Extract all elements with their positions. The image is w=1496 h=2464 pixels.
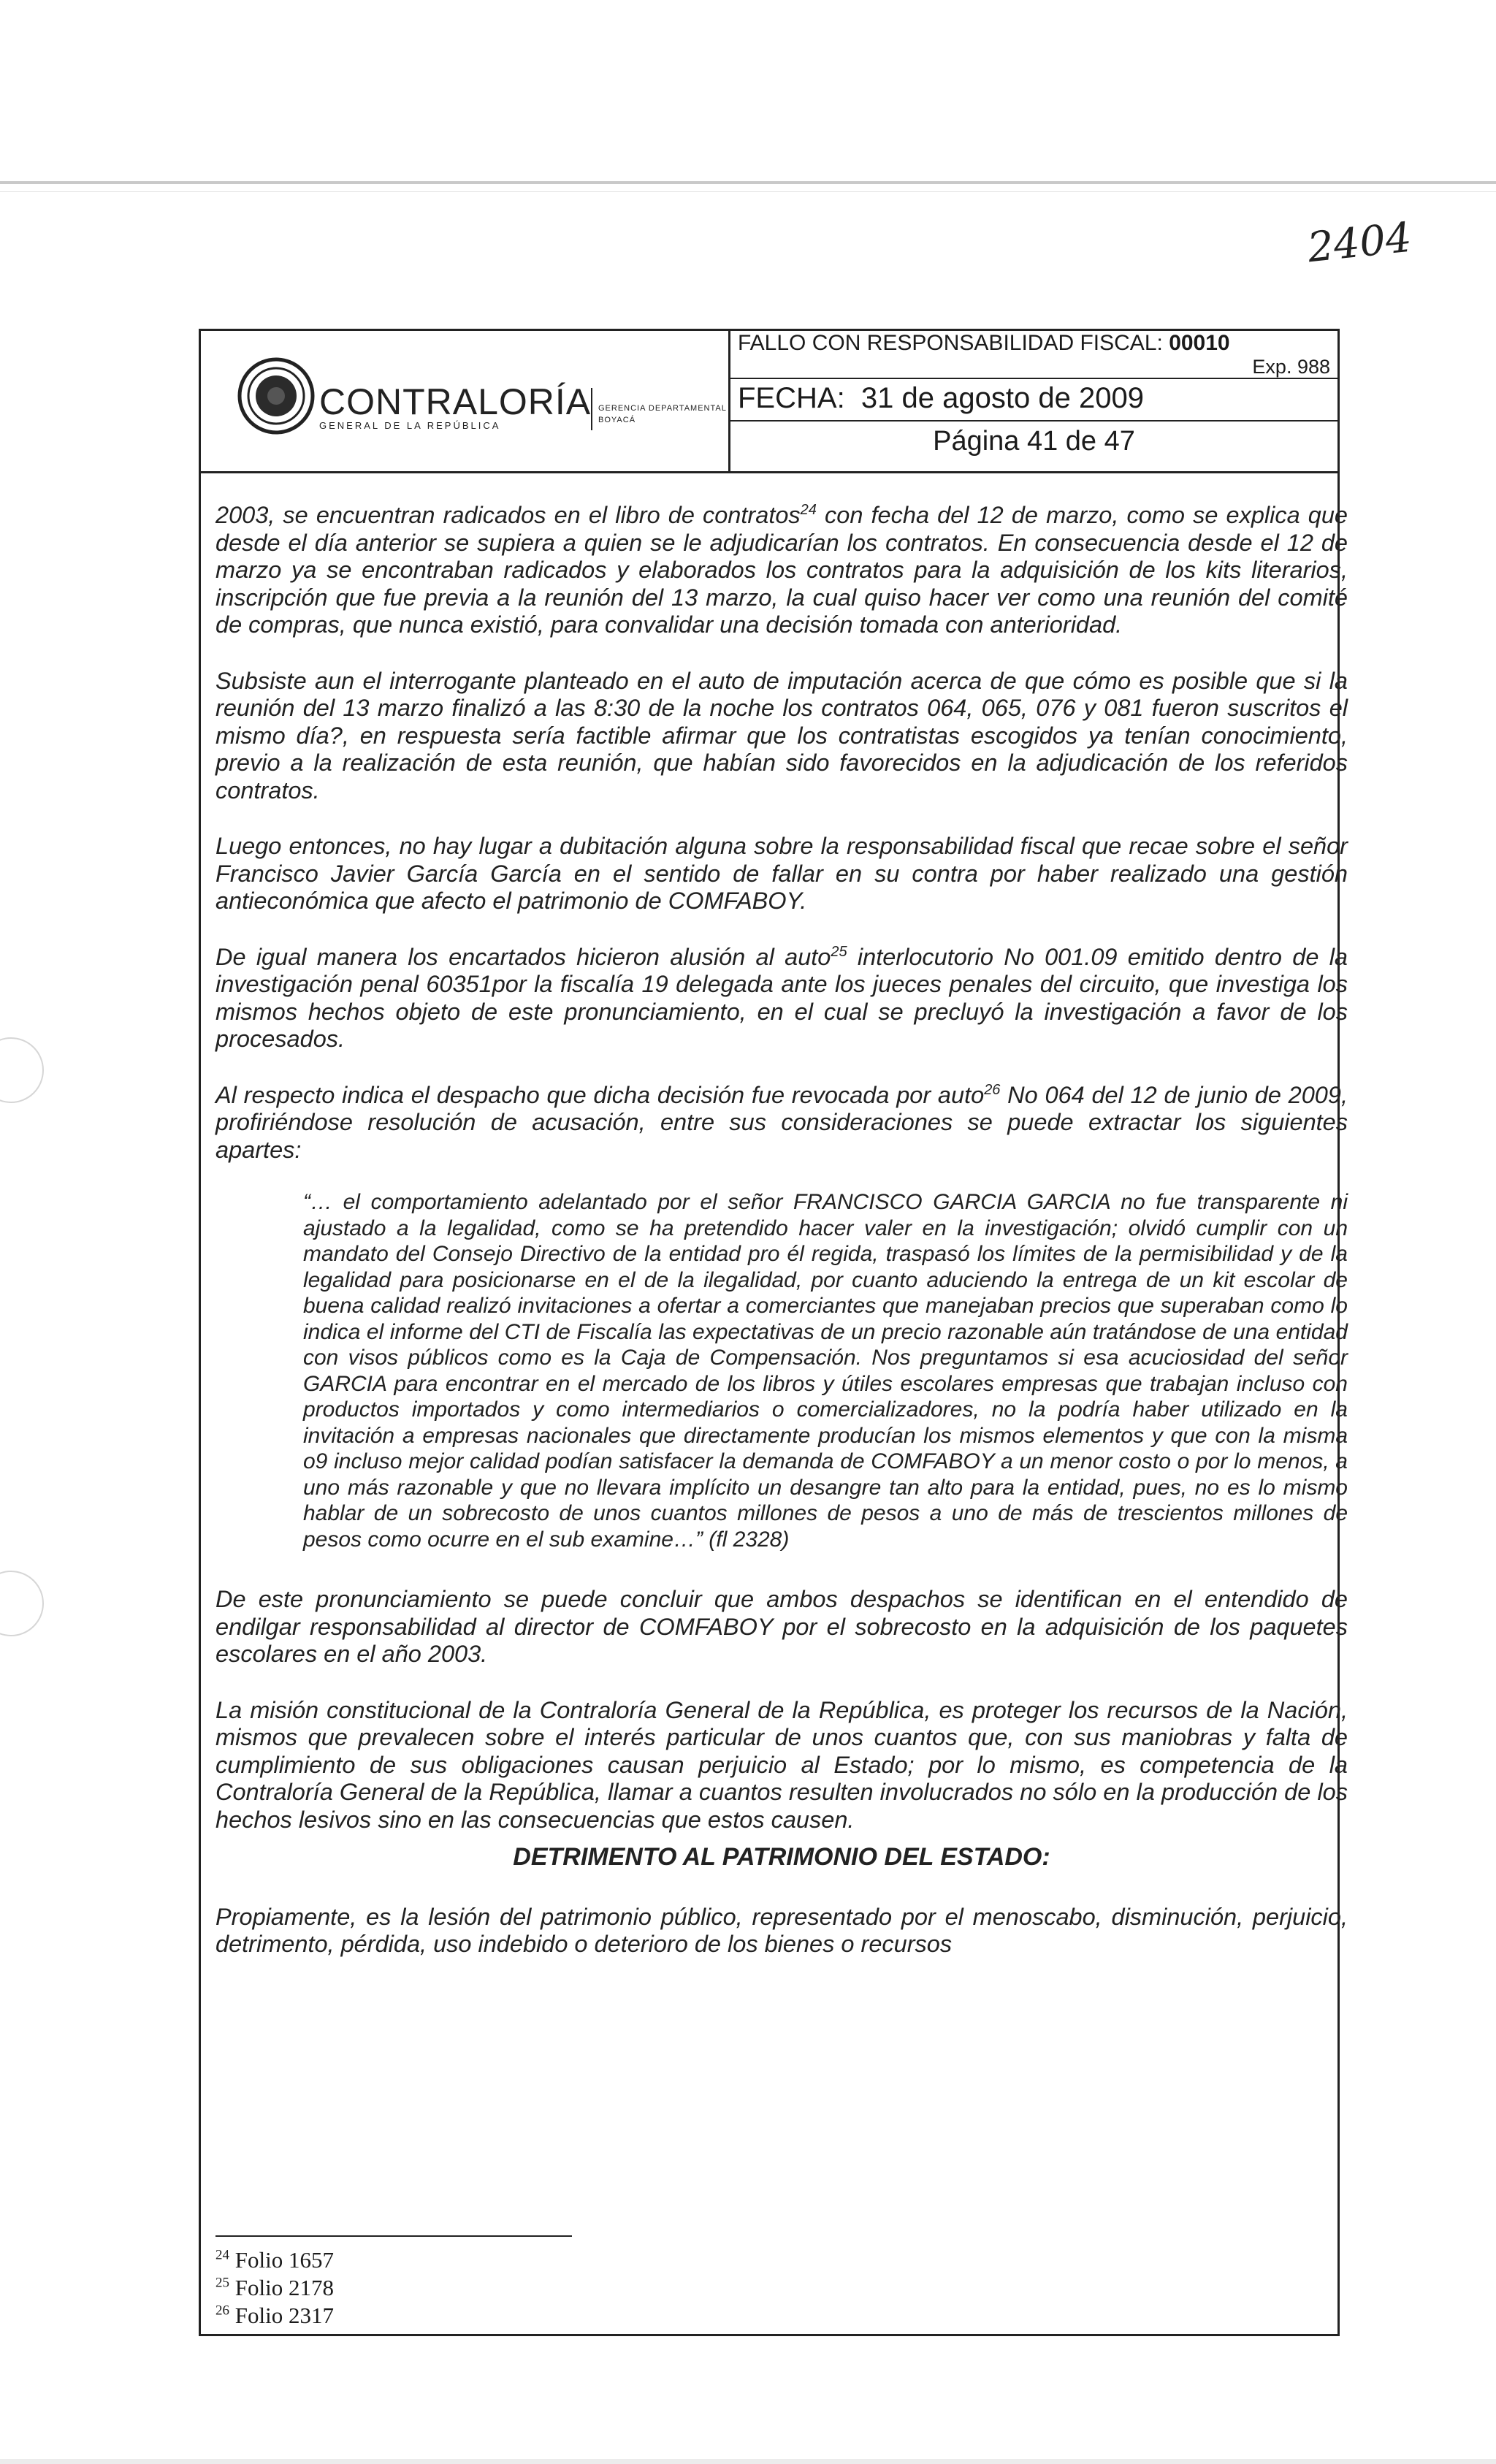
punch-hole-lower bbox=[0, 1571, 44, 1636]
paragraph-6: De este pronunciamiento se puede concluir que ambos despachos se identifican en el entendido de endilgar responsabilidad al director de COMFABOY por el sobrecosto en la adquisición de los paquetes escolares en el año 2003. bbox=[215, 1586, 1348, 1667]
p5-text-a: Al respecto indica el despacho que dicha decisión fue revocada por auto bbox=[215, 1081, 985, 1108]
footnote-number: 24 bbox=[215, 2247, 229, 2263]
scan-top-edge-line bbox=[0, 191, 1496, 192]
footnote-text: Folio 2178 bbox=[229, 2275, 334, 2300]
scan-top-edge bbox=[0, 181, 1496, 184]
paragraph-3: Luego entonces, no hay lugar a dubitación alguna sobre la responsabilidad fiscal que recae sobre el señor Francisco Javier García García en el sentido de fallar en su contra por haber realizado una gestión antieconómica que afecto el patrimonio de COMFABOY. bbox=[215, 833, 1348, 914]
dept-line-1: GERENCIA DEPARTAMENTAL bbox=[598, 404, 727, 413]
dept-line-2: BOYACÁ bbox=[598, 416, 636, 424]
org-subtitle: GENERAL DE LA REPÚBLICA bbox=[319, 420, 501, 431]
section-heading: DETRIMENTO AL PATRIMONIO DEL ESTADO: bbox=[513, 1843, 1050, 1871]
paragraph-7: La misión constitucional de la Contraloría General de la República, es proteger los recursos de la Nación, mismos que prevalecen sobre el interés particular de unos cuantos que, con sus maniobras y falta de cumplimiento de sus obligaciones causan perjuicio al Estado; por lo mismo, es competencia de la Contraloría General de la República, llamar a cuantos resulten involucrados no sólo en la producción de los hechos lesivos sino en las consecuencias que estos causen. bbox=[215, 1696, 1348, 1833]
p5-text-b: No 064 del 12 de junio de 2009, profiriéndose resolución de acusación, entre sus consideraciones se puede extractar los siguientes apartes: bbox=[215, 1081, 1348, 1163]
org-name: CONTRALORÍA bbox=[319, 381, 592, 422]
doc-type-label: FALLO CON RESPONSABILIDAD FISCAL: bbox=[738, 331, 1163, 355]
footnote-ref-26: 26 bbox=[984, 1081, 1001, 1098]
logo-divider bbox=[591, 388, 592, 430]
footnote-ref-24: 24 bbox=[800, 502, 817, 519]
footnote-ref-25: 25 bbox=[831, 943, 847, 960]
expediente: Exp. 988 bbox=[1252, 356, 1330, 378]
fecha-label: FECHA: bbox=[738, 382, 845, 414]
footnote-text: Folio 2317 bbox=[229, 2303, 334, 2328]
paragraph-4 bbox=[215, 944, 1348, 1053]
p4-text-b: interlocutorio No 001.09 emitido dentro de la investigación penal 60351por la fiscalía 19 delegada ante los jueces penales del circuito, que investiga los mismos hechos objeto de este pronunciamiento, en el cual se precluyó la investigación a favor de los procesados. bbox=[215, 943, 1348, 1052]
dept-name bbox=[598, 403, 727, 426]
footnotes bbox=[215, 2246, 334, 2330]
fecha-row bbox=[730, 379, 1337, 422]
footnote-text: Folio 1657 bbox=[229, 2247, 334, 2273]
doc-type-row bbox=[730, 331, 1337, 379]
fecha bbox=[738, 382, 1144, 415]
contraloria-emblem-icon bbox=[236, 356, 316, 436]
handwritten-folio-number: 2404 bbox=[1305, 213, 1414, 272]
paragraph-1 bbox=[215, 502, 1348, 639]
paragraph-2: Subsiste aun el interrogante planteado en el auto de imputación acerca de que cómo es posible que si la reunión del 13 marzo finalizó a las 8:30 de la noche los contratos 064, 065, 076 y 081 fueron suscritos el mismo día?, en respuesta sería factible afirmar que los contratistas escogidos ya tenían conocimiento, previo a la realización de esta reunión, que habían sido favorecidos en la adjudicación de los referidos contratos. bbox=[215, 667, 1348, 804]
footnote-number: 26 bbox=[215, 2303, 229, 2319]
document-body bbox=[215, 502, 1348, 1958]
doc-type bbox=[738, 331, 1230, 356]
footnote-number: 25 bbox=[215, 2275, 229, 2291]
p4-text-a: De igual manera los encartados hicieron alusión al auto bbox=[215, 943, 831, 970]
fecha-value: 31 de agosto de 2009 bbox=[860, 382, 1144, 414]
document-frame bbox=[199, 329, 1348, 2336]
paragraph-8: Propiamente, es la lesión del patrimonio público, representado por el menoscabo, disminución, perjuicio, detrimento, pérdida, uso indebido o deterioro de los bienes o recursos bbox=[215, 1903, 1348, 1957]
p1-text-b: con fecha del 12 de marzo, como se explica que desde el día anterior se supiera a quien se le adjudicarían los contratos. En consecuencia desde el 12 de marzo ya se encontraban radicados y elaborados los contratos para la adquisición de los kits literarios, inscripción que fue previa a la reunión del 13 marzo, la cual quiso hacer ver como una reunión del comité de compras, que nunca existió, para convalidar una decisión tomada con anterioridad. bbox=[215, 502, 1348, 638]
logo-cell bbox=[201, 331, 730, 471]
footnote-24 bbox=[215, 2246, 334, 2274]
footnote-separator bbox=[215, 2235, 572, 2237]
block-quote: “… el comportamiento adelantado por el señor FRANCISCO GARCIA GARCIA no fue transparente ni ajustado a la legalidad, como se ha pretendido hacer valer en la investigación; olvidó cumplir con un mandato del Consejo Directivo de la entidad pro él regida, traspasó los límites de la permisibilidad y de la legalidad para posicionarse en el de la ilegalidad, por cuanto aduciendo la entrega de un kit escolar de buena calidad realizó invitaciones a ofertar a comerciantes que manejaban precios que superaban como lo indica el informe del CTI de Fiscalía las expectativas de un precio razonable aún tratándose de una entidad con visos públicos como es la Caja de Compensación. Nos preguntamos si esa acuciosidad del señor GARCIA para encontrar en el mercado de los libros y útiles escolares empresas que trabajan incluso con productos importados y como intermediarios o comercializadores, no la podría haber utilizado en la invitación a empresas nacionales que directamente producían los mismos elementos y que con la misma o9 incluso mejor calidad podían satisfacer la demanda de COMFABOY a un menor costo o por lo menos, a uno más razonable y que no llevara implícito un desangre tan alto para la entidad, pues, no es lo mismo hablar de un sobrecosto de unos cuantos millones de pesos a uno de más de trescientos millones de pesos como ocurre en el sub examine…” (fl 2328) bbox=[303, 1190, 1348, 1552]
pagina-row bbox=[730, 422, 1337, 471]
document-header bbox=[201, 331, 1337, 473]
punch-hole-upper bbox=[0, 1037, 44, 1103]
doc-number: 00010 bbox=[1169, 331, 1230, 355]
footnote-26 bbox=[215, 2302, 334, 2330]
paragraph-5 bbox=[215, 1082, 1348, 1164]
p1-text-a: 2003, se encuentran radicados en el libro de contratos bbox=[215, 502, 801, 528]
scan-bottom-edge bbox=[0, 2459, 1496, 2464]
footnote-25 bbox=[215, 2274, 334, 2302]
page-indicator: Página 41 de 47 bbox=[933, 426, 1135, 457]
